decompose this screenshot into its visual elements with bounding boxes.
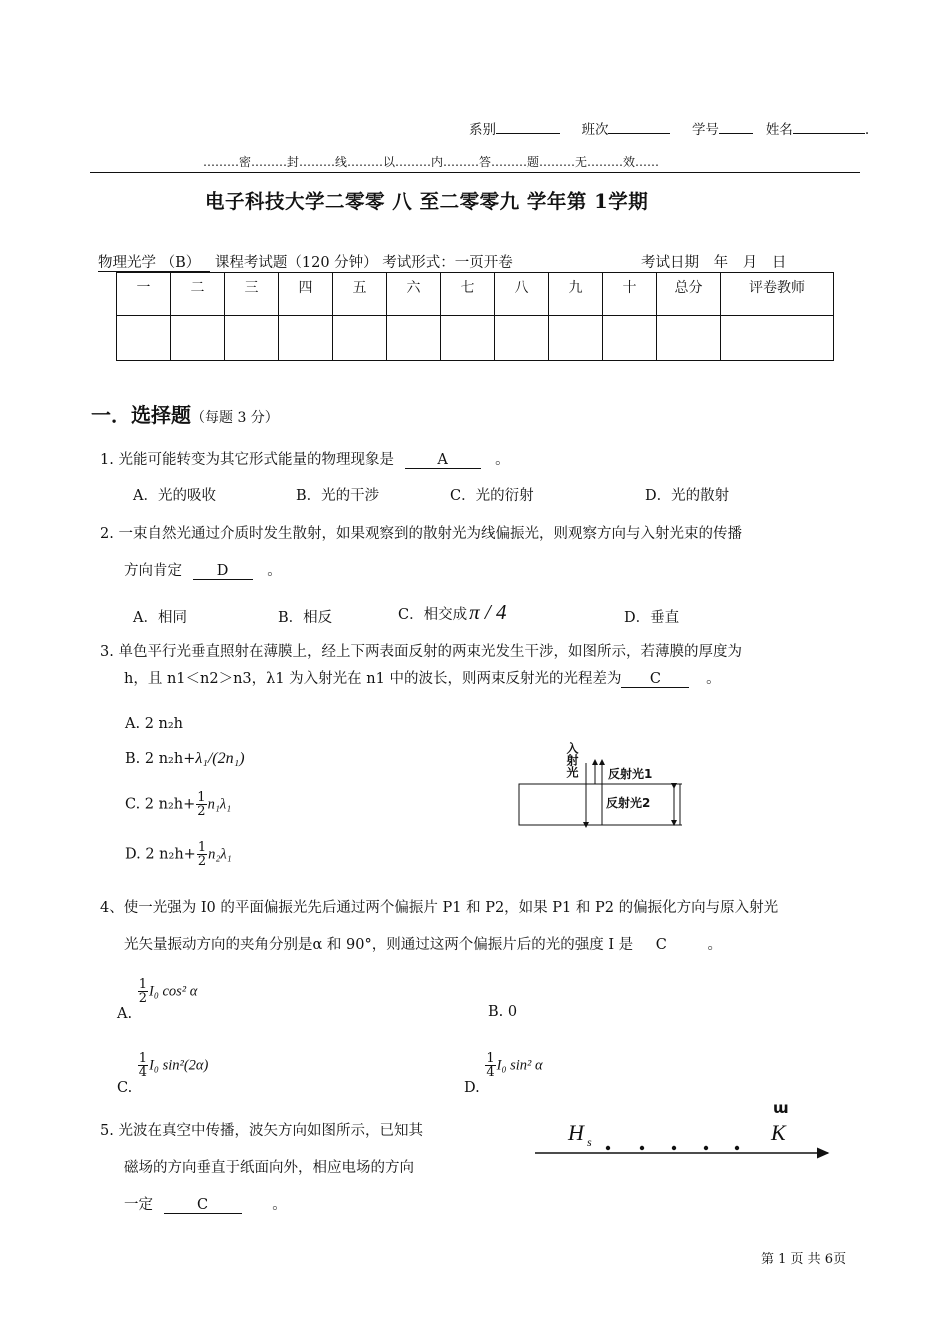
q3-option-d-fraction <box>197 841 207 868</box>
q4-end: 。 <box>707 937 722 953</box>
q3-option-c-math: n₁λ₁ <box>207 796 232 813</box>
q4-stem-line2 <box>124 933 722 954</box>
dept-label: 系别 <box>469 122 496 138</box>
q5-answer[interactable]: C <box>164 1198 242 1214</box>
q5-end: 。 <box>272 1197 287 1213</box>
class-label: 班次 <box>581 122 609 138</box>
score-cell[interactable] <box>279 316 333 361</box>
seal-line-rule <box>90 172 860 173</box>
class-field[interactable] <box>608 133 670 134</box>
section1-title: 一．选择题 <box>91 403 191 427</box>
score-table <box>116 272 834 361</box>
q5-stem-line2: 磁场的方向垂直于纸面向外，相应电场的方向 <box>124 1160 414 1176</box>
field-dot <box>640 1146 644 1150</box>
field-dot <box>672 1146 676 1150</box>
score-cell[interactable] <box>441 316 495 361</box>
h-field-label: H <box>568 1120 584 1145</box>
q3-option-d-text: D. 2 n₂h+ <box>125 846 196 863</box>
q1-answer[interactable]: A <box>405 453 481 469</box>
k-vector-label: K <box>771 1120 786 1145</box>
score-header-cell: 五 <box>333 273 387 316</box>
q3-option-b <box>125 750 245 768</box>
section1-note: （每题 3 分） <box>191 410 279 426</box>
q5-stem-line3 <box>124 1193 287 1214</box>
q4-option-a <box>117 977 198 1022</box>
q4-option-c-expr: I₀ sin²(2α) <box>149 1057 209 1074</box>
exam-title: 电子科技大学二零零 八 至二零零九 学年第 1学期 <box>205 190 649 213</box>
score-cell[interactable] <box>117 316 171 361</box>
q3-answer[interactable]: C <box>621 672 689 688</box>
h-field-subscript: s <box>587 1135 592 1149</box>
score-header-cell: 九 <box>549 273 603 316</box>
q2-stem-line2 <box>124 559 282 580</box>
score-header-cell: 二 <box>171 273 225 316</box>
q3-stem-line2 <box>124 667 721 688</box>
film-layer <box>519 784 680 825</box>
q1-option-d: D．光的散射 <box>645 488 730 504</box>
course-name: 物理光学 （B） <box>98 255 210 272</box>
q4-option-a-num: 1 <box>138 977 147 992</box>
q3-option-c-fraction <box>196 791 206 818</box>
exam-info <box>98 251 513 272</box>
q3-option-d-den: 2 <box>197 854 207 869</box>
field-dot <box>704 1146 708 1150</box>
q4-option-a-label: A. <box>117 1005 133 1022</box>
q4-option-c-num: 1 <box>138 1051 148 1066</box>
header-fields: 系别 班次 学号 姓名 . <box>469 122 870 138</box>
course-meta: 课程考试题（120 分钟） 考试形式：一页开卷 <box>214 255 513 271</box>
q4-option-a-expr: I₀ cos² α <box>148 983 198 1000</box>
q5-text: 一定 <box>124 1197 153 1213</box>
score-header-cell: 三 <box>225 273 279 316</box>
q4-option-d <box>464 1051 543 1096</box>
score-cell[interactable] <box>225 316 279 361</box>
q2-option-c-text: C．相交成 <box>398 607 468 623</box>
seal-line-text: ………密………封………线………以………内………答………题………无………效…… <box>203 155 660 169</box>
q2-option-c-math: π / 4 <box>469 600 507 624</box>
score-header-cell: 一 <box>117 273 171 316</box>
incident-label: 入射光 <box>565 742 579 778</box>
q4-answer[interactable]: C <box>655 937 667 953</box>
reflect2-label: 反射光2 <box>606 796 651 810</box>
score-cell[interactable] <box>721 316 834 361</box>
q3-option-a: A. 2 n₂h <box>125 716 184 732</box>
q2-option-a: A．相同 <box>133 610 187 626</box>
field-dot <box>735 1146 739 1150</box>
q1-option-b: B．光的干涉 <box>296 488 380 504</box>
q2-option-c <box>398 600 506 625</box>
wave-vector-figure <box>530 1096 835 1166</box>
q4-option-c-fraction <box>138 1052 148 1079</box>
q3-option-c-den: 2 <box>197 804 206 819</box>
q3-option-b-text: B. 2 n₂h+ <box>125 751 196 767</box>
q1-text: 1. 光能可能转变为其它形式能量的物理现象是 <box>100 452 394 468</box>
score-table-header <box>117 273 834 316</box>
q4-option-d-den: 4 <box>486 1065 495 1080</box>
q4-option-d-fraction <box>485 1052 495 1079</box>
student-id-label: 学号 <box>691 122 719 138</box>
q4-option-a-fraction <box>138 978 148 1005</box>
score-header-cell: 四 <box>279 273 333 316</box>
q4-option-c-den: 4 <box>138 1065 148 1080</box>
k-vector-mark: ɯ <box>773 1099 789 1117</box>
score-header-cell: 六 <box>387 273 441 316</box>
field-dot <box>606 1146 610 1150</box>
q3-option-b-math: λ₁/(2n₁) <box>195 750 245 767</box>
q1-option-c: C．光的衍射 <box>450 488 534 504</box>
score-header-cell: 七 <box>441 273 495 316</box>
q2-stem-line1: 2. 一束自然光通过介质时发生散射，如果观察到的散射光为线偏振光，则观察方向与入射光束的传播 <box>100 526 742 542</box>
q4-option-d-label: D. <box>464 1079 480 1096</box>
score-cell[interactable] <box>603 316 657 361</box>
q5-stem-line1: 5. 光波在真空中传播，波矢方向如图所示，已知其 <box>100 1123 423 1139</box>
score-cell[interactable] <box>333 316 387 361</box>
score-cell[interactable] <box>549 316 603 361</box>
q4-option-a-den: 2 <box>138 991 147 1006</box>
score-cell[interactable] <box>657 316 721 361</box>
q4-option-c <box>117 1051 209 1096</box>
q4-option-d-expr: I₀ sin² α <box>496 1057 543 1074</box>
score-header-cell: 八 <box>495 273 549 316</box>
score-table-row <box>117 316 834 361</box>
page-footer: 第 1 页 共 6页 <box>761 1252 847 1267</box>
score-cell[interactable] <box>495 316 549 361</box>
section1-heading <box>91 399 279 428</box>
score-cell[interactable] <box>171 316 225 361</box>
q1-stem <box>100 448 510 469</box>
q2-answer[interactable]: D <box>193 564 253 580</box>
dept-field[interactable] <box>496 133 560 134</box>
q2-text: 方向肯定 <box>124 563 182 579</box>
exam-date: 考试日期 年 月 日 <box>641 255 787 271</box>
q1-end: 。 <box>495 452 510 468</box>
q3-option-c <box>125 791 231 818</box>
q1-option-a: A．光的吸收 <box>133 488 216 504</box>
name-label: 姓名 <box>765 122 793 138</box>
q4-option-c-label: C. <box>117 1079 133 1096</box>
q3-option-c-num: 1 <box>197 790 206 805</box>
score-cell[interactable] <box>387 316 441 361</box>
reflect1-label: 反射光1 <box>608 767 653 781</box>
q3-stem-line1: 3. 单色平行光垂直照射在薄膜上，经上下两表面反射的两束光发生干涉，如图所示，若薄膜的厚度为 <box>100 644 742 660</box>
q3-option-c-text: C. 2 n₂h+ <box>125 796 196 813</box>
q4-option-b: B. 0 <box>488 1004 518 1020</box>
q3-text: h，且 n1＜n2＞n3，λ1 为入射光在 n1 中的波长，则两束反射光的光程差为 <box>124 671 622 687</box>
score-header-cell: 总分 <box>657 273 721 316</box>
q3-option-d <box>125 841 232 868</box>
q2-end: 。 <box>267 563 282 579</box>
q4-text: 光矢量振动方向的夹角分别是α 和 90°，则通过这两个偏振片后的光的强度 I 是 <box>124 937 634 953</box>
score-header-cell: 评卷教师 <box>721 273 834 316</box>
q4-stem-line1: 4、使一光强为 I0 的平面偏振光先后通过两个偏振片 P1 和 P2，如果 P1 和 P2 的偏振化方向与原入射光 <box>100 900 779 916</box>
name-field[interactable] <box>793 133 865 134</box>
student-id-field[interactable] <box>719 133 753 134</box>
score-header-cell: 十 <box>603 273 657 316</box>
q2-option-b: B．相反 <box>278 610 333 626</box>
thin-film-figure <box>510 728 700 832</box>
q3-option-d-math: n₂λ₁ <box>208 846 232 863</box>
q3-option-d-num: 1 <box>197 840 207 855</box>
q2-option-d: D．垂直 <box>624 610 680 626</box>
q4-option-d-num: 1 <box>486 1051 495 1066</box>
q3-end: 。 <box>706 671 721 687</box>
